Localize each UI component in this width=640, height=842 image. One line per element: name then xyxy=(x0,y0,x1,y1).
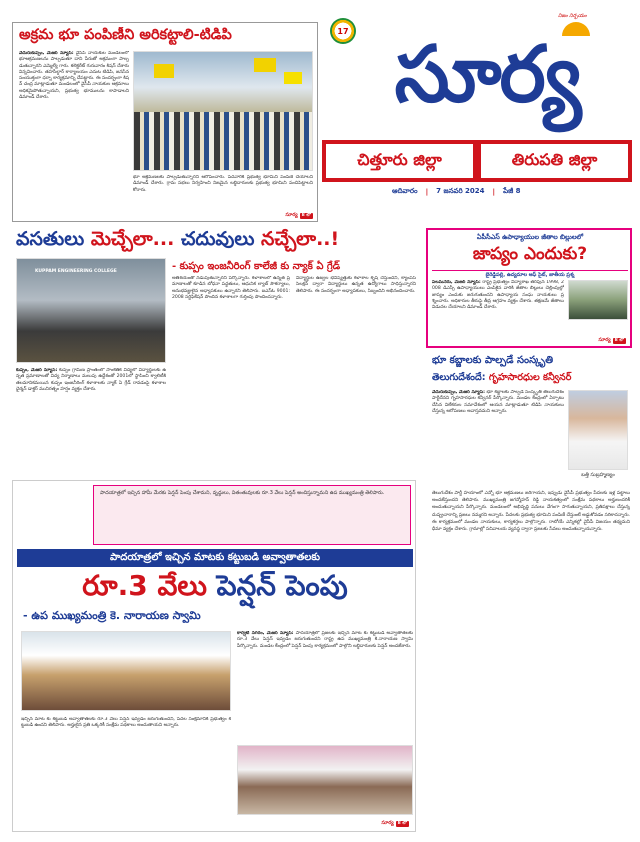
headline: జాప్యం ఎందుకు? xyxy=(472,244,588,264)
teachers-photo xyxy=(568,280,628,320)
byline: - ఉప ముఖ్యమంత్రి కె. నారాయణ స్వామి xyxy=(23,609,201,622)
story-land xyxy=(12,22,318,222)
headline-part: చదువులు xyxy=(180,228,255,250)
body-text: వైసీపీ నాయకుల మండలంలో భూఆక్రమణలను పాల్పడుతూ దాని పేరుతో అక్రమంగా పాల్పడుతున్నారని ఎమ్మెల్యే గారు. కలెక్టరేట్ గురువారం కిషన్ చేశారు విన్నవించారు. తహసీల్దార్ కార్యాలయం ఎదుట టిడిపి, జనసేన సంయుక్తంగా ధర్నా కార్యక్రమాన్ని చేపట్టారు. ఈ సందర్భంగా కిషన్ చంద్ర మాట్లాడుతూ మండలంలో వైసీపీ నాయకుల ఆక్రమాలు అధికమైపోతున్నాయని, ప్రభుత్వ భూములను కాపాడాలని డిమాండ్ చేశారు. xyxy=(19,51,129,101)
issue-day: ఆదివారం xyxy=(392,187,418,195)
divider: | xyxy=(492,188,496,196)
subheadline: - కుప్పం ఇంజనీరింగ్ కాలేజీ కు న్యాక్ ఏ గ్రేడ్ xyxy=(172,261,341,272)
divider: | xyxy=(425,188,429,196)
body-col3: విద్యార్థుల ఉజ్వల భవిష్యత్తుకు కళాశాల కృషి చేస్తుందని, క్యాంపస్ సెలక్షన్ ద్వారా విద్యార్థులు ఉన్నత ఉద్యోగాలు సాధిస్తున్నారని తెలిపారు. ఈ సందర్భంగా అధ్యాపకులు, సిబ్బందిని అభినందించారు. xyxy=(296,276,416,294)
edition-right: తిరుపతి జిల్లా xyxy=(481,144,628,178)
crowd xyxy=(134,112,313,171)
body-text: పాదయాత్రలో ప్రజలకు ఇచ్చిన మాట కు కట్టుబడి అవ్వాతాతలకు రూ.3 వేలు పెన్షన్ ఇవ్వడం జరుగుతుందని రాష్ట్ర ఉప ముఖ్యమంత్రి కె.నారాయణ స్వామి పేర్కొన్నారు. మండల కేంద్రంలో పెన్షన్ పెంపు కార్యక్రమంలో పాల్గొని లబ్ధిదారులకు పెన్షన్ అందజేశారు. xyxy=(237,631,413,649)
dateline: వెదురుకుప్పం, మేజర్ న్యూస్: xyxy=(432,390,485,395)
masthead xyxy=(322,10,632,220)
body-text-long: తెలుగుదేశం పార్టీ హయాంలో ఎన్నో భూ ఆక్రమణలు జరిగాయని, ఇప్పుడు వైసీపీ ప్రభుత్వం పేదలకు ఇళ్ల పట్టాలు అందజేస్తుందని తెలిపారు. ముఖ్యమంత్రి జగన్మోహన్ రెడ్డి నాయకత్వంలో సంక్షేమ పథకాలు అర్హులందరికీ అందుతున్నాయని పేర్కొన్నారు. మండలంలో అభివృద్ధి పనులు వేగంగా సాగుతున్నాయని, ప్రతిపక్షాలు చేస్తున్న దుష్ప్రచారాన్ని ప్రజలు నమ్మరని అన్నారు. పేదలకు ప్రభుత్వ భూమిని పంపిణీ చేస్తుంటే అడ్డుకోవడం సరికాదన్నారు. ఈ కార్యక్రమంలో మండల నాయకులు, కార్యకర్తలు పాల్గొన్నారు. రాబోయే ఎన్నికల్లో వైసీపీ విజయం తథ్యమని ధీమా వ్యక్తం చేశారు. గ్రామాల్లో సచివాలయ వ్యవస్థ ద్వారా ప్రజలకు సేవలు అందుతున్నాయన్నారు. xyxy=(432,491,630,533)
brand-name: సూర్య xyxy=(598,337,611,343)
headline-rest: పెన్షన్ పెంపు xyxy=(216,569,348,602)
story-pension xyxy=(12,480,416,832)
headline-part: వసతులు xyxy=(16,228,85,250)
headline-part: మెచ్చేలా... xyxy=(90,228,175,250)
byline: బైరెడ్డిపల్లి, ఉద్యమాల ఆఫ్ సైట్, జాతీయ ప్రశ్న xyxy=(432,270,628,279)
dateline: కుప్పం, మేజర్ న్యూస్: xyxy=(16,368,58,373)
convener-photo xyxy=(568,390,628,470)
headline-part: గృహసారధుల కన్వీనర్ xyxy=(488,372,572,383)
page-tag: 8 లో xyxy=(397,820,407,826)
edition-left: చిత్తూరు జిల్లా xyxy=(326,144,473,178)
story-college xyxy=(12,228,420,473)
headline xyxy=(16,228,339,255)
headline-part: తెలుగుదేశందే: xyxy=(432,372,486,383)
dateline-bar xyxy=(322,186,632,198)
page-tag: 8 లో xyxy=(301,212,311,218)
issue-date: 7 జనవరి 2024 xyxy=(436,187,485,195)
flag-icon xyxy=(254,58,276,72)
body-text: రాష్ట్ర ప్రభుత్వం విద్యాశాఖ తరఫున 1998, 2008 డిఎస్సీ ఉపాధ్యాయులు ఎంపికైన వారికి జీతాల బిల్లులు చెల్లింపుల్లో జాప్యం ఎందుకు జరుగుతుందని ఉపాధ్యాయ సంఘ నాయకులు ప్రశ్నించారు. అధికారుల తీరుపై తీవ్ర ఆగ్రహం వ్యక్తం చేశారు. తక్షణమే జీతాలు విడుదల చేయాలని డిమాండ్ చేశారు. xyxy=(432,280,564,311)
stage-photo xyxy=(237,745,413,815)
headline xyxy=(432,372,632,385)
flag-icon xyxy=(154,64,174,78)
badge-number: 17 xyxy=(337,26,349,36)
headline: అక్రమ భూ పంపిణీని అరికట్టాలి-టిడిపి xyxy=(19,27,232,43)
body-text: భూ కబ్జాలకు పాల్పడే సంస్కృతి తెలుగుదేశం పార్టీదేనని గృహసారధుల కన్వీనర్ పేర్కొన్నారు. మండల కేంద్రంలో ఏర్పాటు చేసిన విలేకరుల సమావేశంలో ఆయన మాట్లాడుతూ టిడిపి నాయకులు చేస్తున్న ఆరోపణలు అవాస్తవమని అన్నారు. xyxy=(432,390,564,414)
photo-caption: బత్తి సుబ్రహ్మణ్యం xyxy=(581,472,615,478)
dateline: పలమనేరు, మేజర్ న్యూస్: xyxy=(432,280,481,285)
pension-photo xyxy=(21,631,231,711)
anniversary-badge xyxy=(330,18,356,44)
tagline: నిజం నిర్భయం xyxy=(558,13,587,19)
body-text-right: భూ ఆక్రమణలకు పాల్పడుతున్నారని ఆరోపించారు. పేదవారికి ప్రభుత్వ భూమిని పంపిణీ చేయాలని డిమాండ్ చేశారు. గ్రామ సభలు నిర్వహించి నిజమైన లబ్ధిదారులకు ప్రభుత్వ భూమిని పంచిపెట్టాలని కోరారు. xyxy=(133,175,313,193)
story-gas xyxy=(422,354,632,832)
dateline: కార్వేటి నగరం, మేజర్ న్యూస్: xyxy=(237,631,294,636)
headline-part: నచ్చేలా..! xyxy=(261,228,340,250)
page-tag: 8 లో xyxy=(614,337,624,343)
callout-box xyxy=(93,485,411,545)
callout-text: పాదయాత్రలో ఇచ్చిన హామీ మేరకు పెన్షన్ పెంపు చేశామని, వృద్ధులు, వితంతువులకు రూ.3 వేలు పెన్షన్ అందిస్తున్నామని ఉప ముఖ్యమంత్రి తెలిపారు. xyxy=(100,490,385,496)
brand-tag xyxy=(599,337,626,344)
kicker: భూ కబ్జాలకు పాల్పడే సంస్కృతి xyxy=(432,355,554,366)
brand-name: సూర్య xyxy=(381,820,394,826)
body-text-2: ఇచ్చిన మాట కు కట్టుబడి అవ్వాతాతలకు రూ.3 వేలు పెన్షన్ ఇవ్వడం జరుగుతుందని, పేదల సంక్షేమానికి ప్రభుత్వం కట్టుబడి ఉందని తెలిపారు. అర్హులైన ప్రతి ఒక్కరికీ సంక్షేమ పథకాలు అందుతాయని అన్నారు. xyxy=(21,717,231,729)
page-number: పేజీ 8 xyxy=(503,187,521,195)
brand-name: సూర్య xyxy=(285,212,298,218)
headline-main xyxy=(17,569,413,609)
story-jobs xyxy=(426,228,632,348)
body-text: కుప్పం గ్రామీణ ప్రాంతంలో సాంకేతిక విద్యలో విద్యార్థులకు ఉన్నత ప్రమాణాలతో విద్య నిర్మాణాలు మలుపు ఉద్దేశంతో 2001లో స్థాపించి క్వాలిటీకి తలమానికమయిన కుప్పం ఇంజనీరింగ్ కళాశాలకు న్యాక్ ఏ గ్రేడ్ రావడంపై కళాశాల ఛైర్మన్ డాక్టర్ మునిరత్నం హర్షం వ్యక్తం చేశారు. xyxy=(16,368,166,392)
brand-tag xyxy=(286,212,313,219)
headline-amount: రూ.3 వేలు xyxy=(82,569,207,602)
body-col2: అతిశయంతో నడుపుతున్నారని పేర్కొన్నారు. కళాశాలలో ఉన్నత ప్రమాణాలతో కూడిన బోధనా పద్ధతులు, ఆధునిక ల్యాబ్ సౌకర్యాలు, అనుభవజ్ఞులైన అధ్యాపకులు ఉన్నారని తెలిపారు. ఐఎస్ఓ 9001:2008 సర్టిఫికేషన్ పొందిన కళాశాలగా గుర్తింపు పొందిందన్నారు. xyxy=(172,276,290,300)
masthead-title: సూర్య xyxy=(394,30,580,120)
headline-top-bar: పాదయాత్రలో ఇచ్చిన మాటకు కట్టుబడి అవ్వాతాతలకు xyxy=(17,549,413,567)
brand-tag xyxy=(382,820,409,827)
edition-banner xyxy=(322,140,632,182)
photo-caption: KUPPAM ENGINEERING COLLEGE xyxy=(35,269,117,274)
dateline: వెదురుకుప్పం, మేజర్ న్యూస్: xyxy=(19,51,74,56)
protest-photo xyxy=(133,51,313,171)
kicker: ఏపీసీఎస్ ఉపాధ్యాయుల జీతాల బిల్లులలో xyxy=(476,233,584,241)
college-photo xyxy=(16,258,166,363)
flag-icon xyxy=(284,72,302,84)
